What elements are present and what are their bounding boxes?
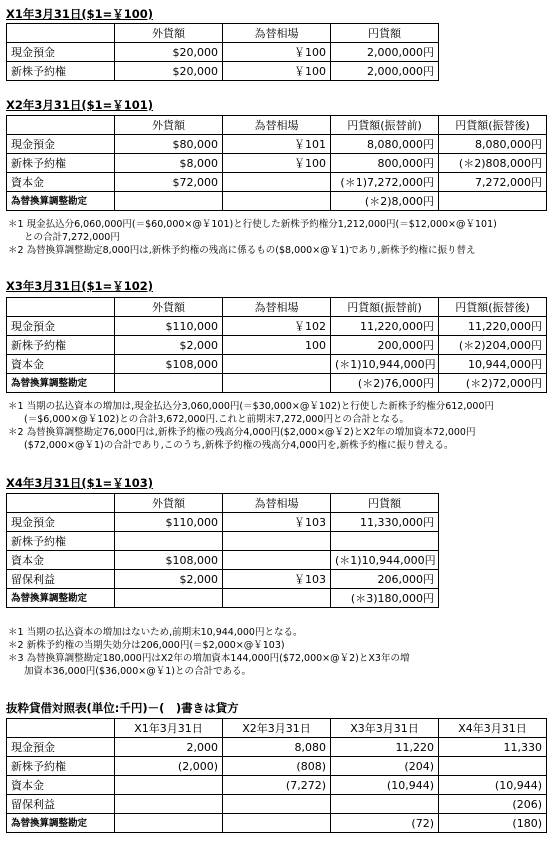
header-cell: 円貨額(振替後) <box>439 298 547 317</box>
header-cell: 円貨額(振替前) <box>331 116 439 135</box>
table-cell: ￥103 <box>223 570 331 589</box>
table-cell <box>223 795 331 814</box>
table-row <box>7 551 439 570</box>
table-cell: 2,000 <box>115 738 223 757</box>
x4-title: X4年3月31日($1=￥103) <box>6 476 154 490</box>
header-cell: 為替相場 <box>223 298 331 317</box>
table-cell: 11,330,000円 <box>331 513 439 532</box>
table-cell: (808) <box>223 757 331 776</box>
note-line: ＊2 為替換算調整勘定8,000円は,新株予約権の残高に係るもの($8,000×@￥1)であり,新株予約権に振り替え <box>8 245 476 256</box>
x4-table <box>6 493 439 608</box>
table-cell: 8,080,000円 <box>331 135 439 154</box>
header-cell <box>7 719 115 738</box>
table-cell <box>223 589 331 608</box>
table-cell <box>223 374 331 393</box>
table-row <box>7 317 547 336</box>
header-cell: 為替相場 <box>223 494 331 513</box>
row-label: 現金預金 <box>7 738 115 757</box>
row-label: 新株予約権 <box>7 336 115 355</box>
table-cell <box>115 589 223 608</box>
table-cell: 800,000円 <box>331 154 439 173</box>
table-cell: (206) <box>439 795 547 814</box>
x4-notes <box>8 626 409 678</box>
table-cell: $110,000 <box>115 317 223 336</box>
table-cell <box>223 192 331 211</box>
table-header-row <box>7 24 439 43</box>
header-cell: 円貨額(振替後) <box>439 116 547 135</box>
table-cell: (＊2)72,000円 <box>439 374 547 393</box>
header-cell: 外貨額 <box>115 116 223 135</box>
row-label: 新株予約権 <box>7 154 115 173</box>
table-cell <box>115 814 223 833</box>
header-cell: 円貨額 <box>331 494 439 513</box>
table-cell: ￥100 <box>223 43 331 62</box>
row-label: 現金預金 <box>7 43 115 62</box>
table-cell: ￥103 <box>223 513 331 532</box>
note-line: との合計7,272,000円 <box>24 232 120 243</box>
table-cell: (＊1)10,944,000円 <box>331 355 439 374</box>
x3-notes <box>8 400 494 452</box>
header-cell <box>7 494 115 513</box>
table-row <box>7 589 439 608</box>
table-cell: $2,000 <box>115 336 223 355</box>
table-cell <box>331 532 439 551</box>
table-cell: $110,000 <box>115 513 223 532</box>
table-header-row <box>7 298 547 317</box>
table-cell: (7,272) <box>223 776 331 795</box>
table-cell: (180) <box>439 814 547 833</box>
table-header-row <box>7 719 547 738</box>
table-cell: $108,000 <box>115 355 223 374</box>
table-cell: ￥101 <box>223 135 331 154</box>
x3-table <box>6 297 547 393</box>
row-label: 為替換算調整勘定 <box>7 589 115 608</box>
x2-notes <box>8 218 497 257</box>
table-cell <box>439 757 547 776</box>
table-cell: (＊1)10,944,000円 <box>331 551 439 570</box>
note-line: ＊2 新株予約権の当期失効分は206,000円(＝$2,000×@￥103) <box>8 640 285 651</box>
table-cell <box>223 173 331 192</box>
table-cell <box>115 192 223 211</box>
table-cell: 100 <box>223 336 331 355</box>
header-cell: 為替相場 <box>223 116 331 135</box>
note-line: ＊1 当期の払込資本の増加は,現金払込分3,060,000円(＝$30,000×@￥102)と行使した新株予約権分612,000円 <box>8 401 495 412</box>
x2-title: X2年3月31日($1=￥101) <box>6 98 154 112</box>
note-line: ＊3 為替換算調整勘定180,000円はX2年の増加資本144,000円($72,000×@￥2)とX3年の増 <box>8 653 410 664</box>
table-cell: $2,000 <box>115 570 223 589</box>
x1-title: X1年3月31日($1=￥100) <box>6 7 154 21</box>
note-line: ＊1 現金払込分6,060,000円(＝$60,000×@￥101)と行使した新株予約権分1,212,000円(＝$12,000×@￥101) <box>8 219 497 230</box>
table-cell: (2,000) <box>115 757 223 776</box>
table-cell: (72) <box>331 814 439 833</box>
table-cell: (10,944) <box>331 776 439 795</box>
header-cell: 円貨額(振替前) <box>331 298 439 317</box>
table-cell: 11,220,000円 <box>439 317 547 336</box>
table-cell: (10,944) <box>439 776 547 795</box>
table-row <box>7 757 547 776</box>
row-label: 新株予約権 <box>7 62 115 81</box>
table-row <box>7 62 439 81</box>
table-cell: (＊2)76,000円 <box>331 374 439 393</box>
note-line: ＊2 為替換算調整勘定76,000円は,新株予約権の残高分4,000円($2,000×@￥2)とX2年の増加資本72,000円 <box>8 427 476 438</box>
table-cell <box>223 551 331 570</box>
x3-title: X3年3月31日($1=￥102) <box>6 279 154 293</box>
table-cell <box>439 192 547 211</box>
table-cell: 11,220 <box>331 738 439 757</box>
table-cell: 200,000円 <box>331 336 439 355</box>
x1-table <box>6 23 439 81</box>
table-header-row <box>7 116 547 135</box>
table-row <box>7 135 547 154</box>
row-label: 為替換算調整勘定 <box>7 814 115 833</box>
table-cell: 11,330 <box>439 738 547 757</box>
table-row <box>7 192 547 211</box>
table-cell: $108,000 <box>115 551 223 570</box>
table-cell: ￥100 <box>223 62 331 81</box>
table-row <box>7 738 547 757</box>
table-cell: 10,944,000円 <box>439 355 547 374</box>
table-row <box>7 355 547 374</box>
note-line: (＝$6,000×@￥102)との合計3,672,000円.これと前期末7,272,000円との合計となる。 <box>24 414 409 425</box>
table-cell: 2,000,000円 <box>331 62 439 81</box>
table-cell: ￥100 <box>223 154 331 173</box>
row-label: 為替換算調整勘定 <box>7 374 115 393</box>
table-cell <box>115 374 223 393</box>
table-cell <box>223 355 331 374</box>
table-cell: $20,000 <box>115 62 223 81</box>
table-cell: (204) <box>331 757 439 776</box>
table-row <box>7 374 547 393</box>
header-cell: 外貨額 <box>115 298 223 317</box>
table-cell: (＊2)808,000円 <box>439 154 547 173</box>
header-cell: 外貨額 <box>115 24 223 43</box>
header-cell: 外貨額 <box>115 494 223 513</box>
table-cell: 8,080,000円 <box>439 135 547 154</box>
row-label: 現金預金 <box>7 513 115 532</box>
row-label: 資本金 <box>7 551 115 570</box>
table-row <box>7 43 439 62</box>
row-label: 為替換算調整勘定 <box>7 192 115 211</box>
table-cell: 2,000,000円 <box>331 43 439 62</box>
table-cell: 8,080 <box>223 738 331 757</box>
header-cell <box>7 24 115 43</box>
table-row <box>7 795 547 814</box>
table-row <box>7 532 439 551</box>
bs-table <box>6 718 547 833</box>
note-line: ($72,000×@￥1)の合計であり,このうち,新株予約権の残高分4,000円を,新株予約権に振り替える。 <box>24 440 454 451</box>
table-cell: (＊3)180,000円 <box>331 589 439 608</box>
row-label: 現金預金 <box>7 135 115 154</box>
table-cell: (＊1)7,272,000円 <box>331 173 439 192</box>
table-cell: (＊2)8,000円 <box>331 192 439 211</box>
header-cell <box>7 116 115 135</box>
table-cell: $20,000 <box>115 43 223 62</box>
row-label: 資本金 <box>7 173 115 192</box>
table-cell <box>331 795 439 814</box>
table-cell: (＊2)204,000円 <box>439 336 547 355</box>
table-row <box>7 154 547 173</box>
table-row <box>7 336 547 355</box>
table-cell: $8,000 <box>115 154 223 173</box>
table-cell: $80,000 <box>115 135 223 154</box>
row-label: 留保利益 <box>7 570 115 589</box>
table-cell: ￥102 <box>223 317 331 336</box>
table-row <box>7 570 439 589</box>
table-cell <box>223 532 331 551</box>
header-cell <box>7 298 115 317</box>
row-label: 新株予約権 <box>7 757 115 776</box>
table-cell: 7,272,000円 <box>439 173 547 192</box>
row-label: 現金預金 <box>7 317 115 336</box>
table-row <box>7 173 547 192</box>
header-cell: X2年3月31日 <box>223 719 331 738</box>
row-label: 留保利益 <box>7 795 115 814</box>
row-label: 資本金 <box>7 355 115 374</box>
table-row <box>7 513 439 532</box>
note-line: ＊1 当期の払込資本の増加はないため,前期末10,944,000円となる。 <box>8 627 303 638</box>
row-label: 資本金 <box>7 776 115 795</box>
table-cell: 11,220,000円 <box>331 317 439 336</box>
row-label: 新株予約権 <box>7 532 115 551</box>
table-cell <box>115 795 223 814</box>
table-cell <box>223 814 331 833</box>
table-cell: $72,000 <box>115 173 223 192</box>
header-cell: X3年3月31日 <box>331 719 439 738</box>
table-row <box>7 776 547 795</box>
table-cell <box>115 532 223 551</box>
header-cell: 円貨額 <box>331 24 439 43</box>
x2-table <box>6 115 547 211</box>
table-header-row <box>7 494 439 513</box>
note-line: 加資本36,000円($36,000×@￥1)との合計である。 <box>24 666 251 677</box>
table-row <box>7 814 547 833</box>
table-cell <box>115 776 223 795</box>
table-cell: 206,000円 <box>331 570 439 589</box>
bs-title: 抜粋貸借対照表(単位:千円)－( )書きは貸方 <box>6 701 239 715</box>
header-cell: X1年3月31日 <box>115 719 223 738</box>
header-cell: X4年3月31日 <box>439 719 547 738</box>
header-cell: 為替相場 <box>223 24 331 43</box>
